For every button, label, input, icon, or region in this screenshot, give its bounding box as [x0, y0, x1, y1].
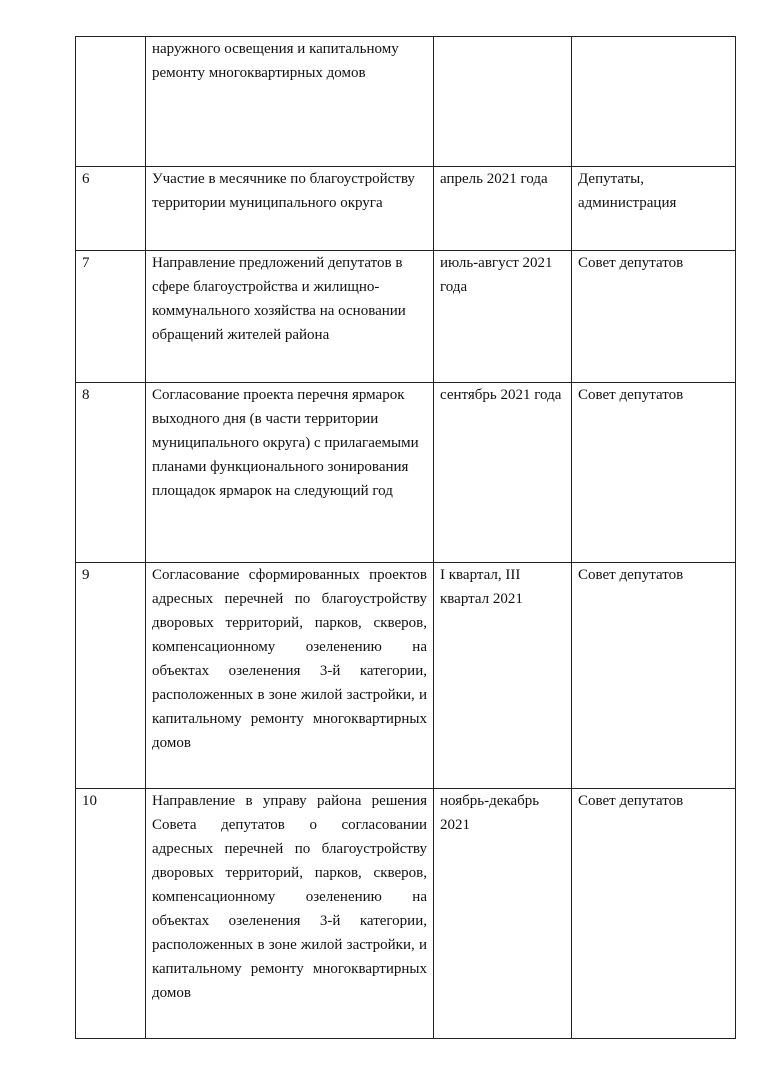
responsible-cell: Совет депутатов [572, 383, 736, 563]
responsible-cell: Совет депутатов [572, 789, 736, 1039]
row-number-cell: 9 [76, 563, 146, 789]
term-cell: I квартал, III квартал 2021 [434, 563, 572, 789]
row-number-cell: 8 [76, 383, 146, 563]
term-cell: апрель 2021 года [434, 167, 572, 251]
event-cell: Направление в управу района решения Совета депутатов о согласовании адресных перечней по благоустройству дворовых территорий, парков, скверов, компенсационному озеленению на объектах озеленения 3-й категории, расположенных в зоне жилой застройки, и капитальному ремонту многоквартирных домов [146, 789, 434, 1039]
event-cell: Согласование проекта перечня ярмарок выходного дня (в части территории муниципального округа) с прилагаемыми планами функционального зонирования площадок ярмарок на следующий год [146, 383, 434, 563]
event-cell: наружного освещения и капитальному ремонту многоквартирных домов [146, 37, 434, 167]
responsible-cell [572, 37, 736, 167]
term-cell [434, 37, 572, 167]
table-row [76, 251, 736, 383]
events-plan-table [75, 36, 736, 1039]
row-number-cell: 10 [76, 789, 146, 1039]
event-cell: Направление предложений депутатов в сфере благоустройства и жилищно- коммунального хозяйства на основании обращений жителей района [146, 251, 434, 383]
event-cell: Участие в месячнике по благоустройству территории муниципального округа [146, 167, 434, 251]
responsible-cell: Депутаты, администрация [572, 167, 736, 251]
responsible-cell: Совет депутатов [572, 563, 736, 789]
row-number-cell [76, 37, 146, 167]
event-cell: Согласование сформированных проектов адресных перечней по благоустройству дворовых территорий, парков, скверов, компенсационному озеленению на объектах озеленения 3-й категории, расположенных в зоне жилой застройки, и капитальному ремонту многоквартирных домов [146, 563, 434, 789]
table-row [76, 383, 736, 563]
table-row [76, 563, 736, 789]
term-cell: июль-август 2021 года [434, 251, 572, 383]
term-cell: ноябрь-декабрь 2021 [434, 789, 572, 1039]
table-row [76, 789, 736, 1039]
table-row [76, 167, 736, 251]
table-row [76, 37, 736, 167]
row-number-cell: 7 [76, 251, 146, 383]
responsible-cell: Совет депутатов [572, 251, 736, 383]
row-number-cell: 6 [76, 167, 146, 251]
term-cell: сентябрь 2021 года [434, 383, 572, 563]
